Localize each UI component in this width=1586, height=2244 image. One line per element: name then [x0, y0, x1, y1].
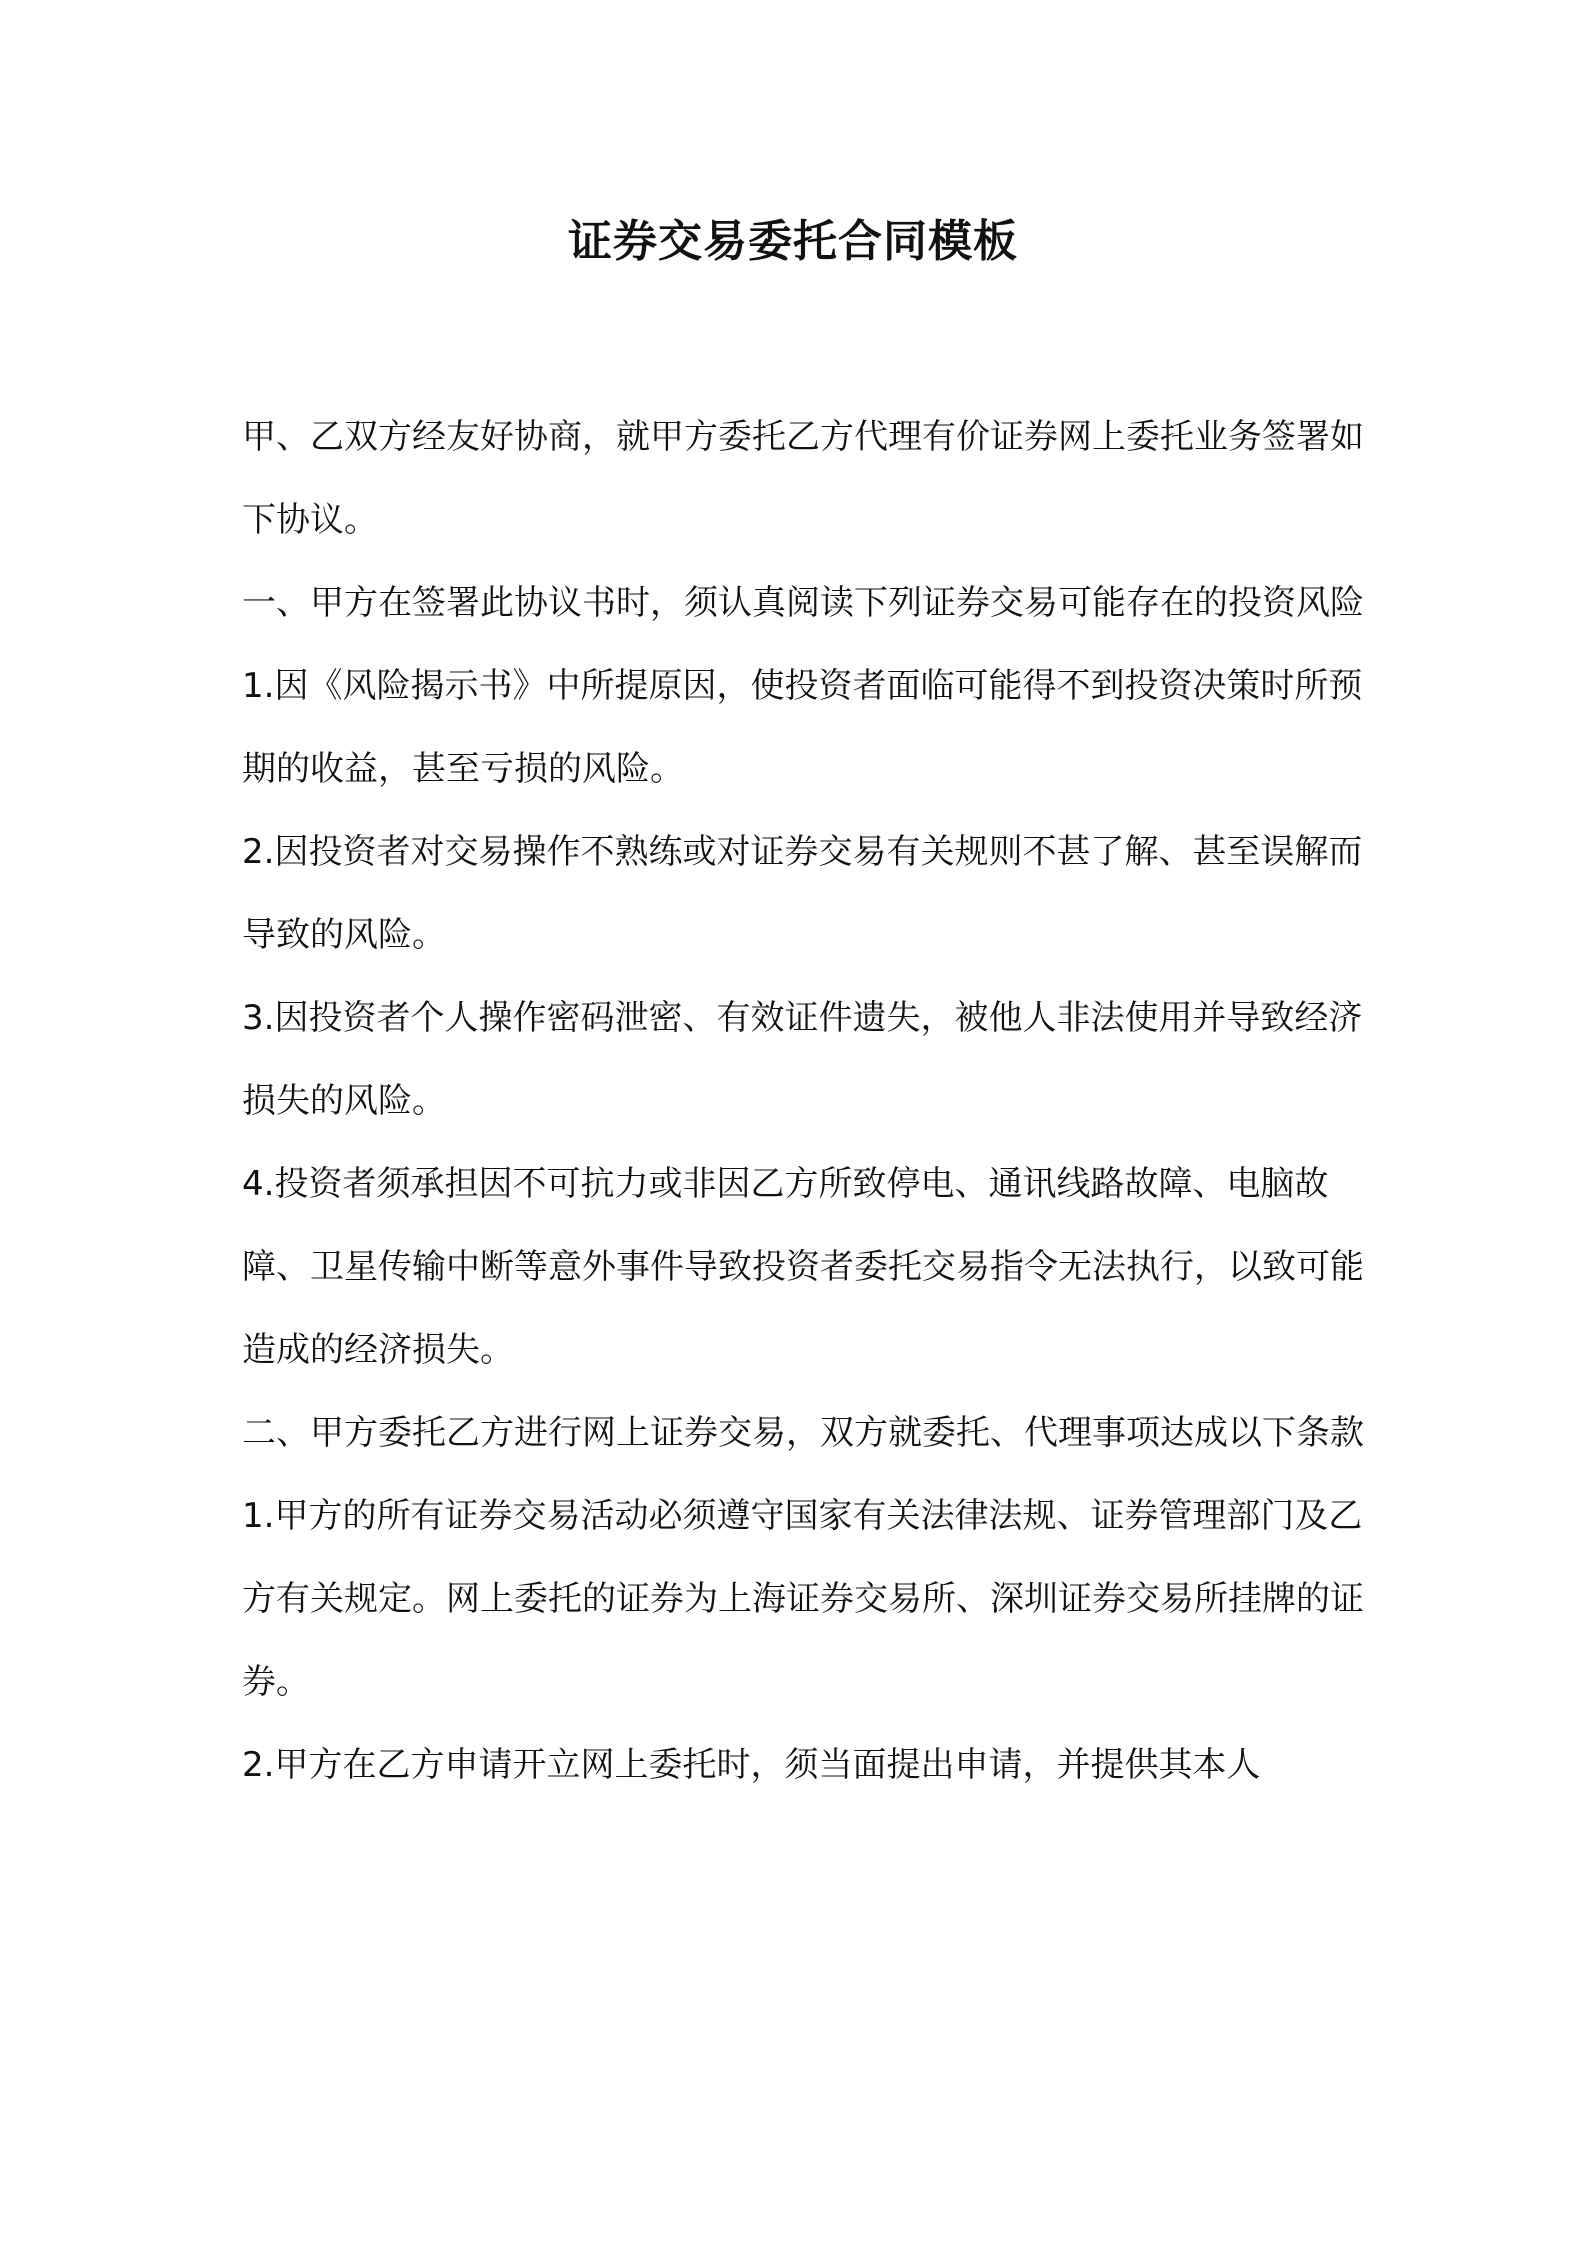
list-item-1-2: 2.因投资者对交易操作不熟练或对证券交易有关规则不甚了解、甚至误解而导致的风险。 [242, 832, 1363, 955]
paragraph-intro: 甲、乙双方经友好协商，就甲方委托乙方代理有价证券网上委托业务签署如下协议。 [242, 417, 1364, 540]
section-heading-2: 二、甲方委托乙方进行网上证券交易，双方就委托、代理事项达成以下条款 [242, 1413, 1364, 1453]
list-item-1-1: 1.因《风险揭示书》中所提原因，使投资者面临可能得不到投资决策时所预期的收益，甚至亏损的风险。 [242, 666, 1363, 789]
list-item-2-1: 1.甲方的所有证券交易活动必须遵守国家有关法律法规、证券管理部门及乙方有关规定。网上委托的证券为上海证券交易所、深圳证券交易所挂牌的证券。 [242, 1496, 1364, 1702]
document-body [242, 396, 1372, 1807]
list-item-2-2: 2.甲方在乙方申请开立网上委托时，须当面提出申请，并提供其本人 [242, 1745, 1261, 1785]
document-title: 证券交易委托合同模板 [568, 216, 1018, 267]
list-item-1-3: 3.因投资者个人操作密码泄密、有效证件遗失，被他人非法使用并导致经济损失的风险。 [242, 998, 1363, 1121]
list-item-1-4: 4.投资者须承担因不可抗力或非因乙方所致停电、通讯线路故障、电脑故障、卫星传输中断等意外事件导致投资者委托交易指令无法执行，以致可能造成的经济损失。 [242, 1164, 1364, 1370]
section-heading-1: 一、甲方在签署此协议书时，须认真阅读下列证券交易可能存在的投资风险 [242, 583, 1364, 623]
